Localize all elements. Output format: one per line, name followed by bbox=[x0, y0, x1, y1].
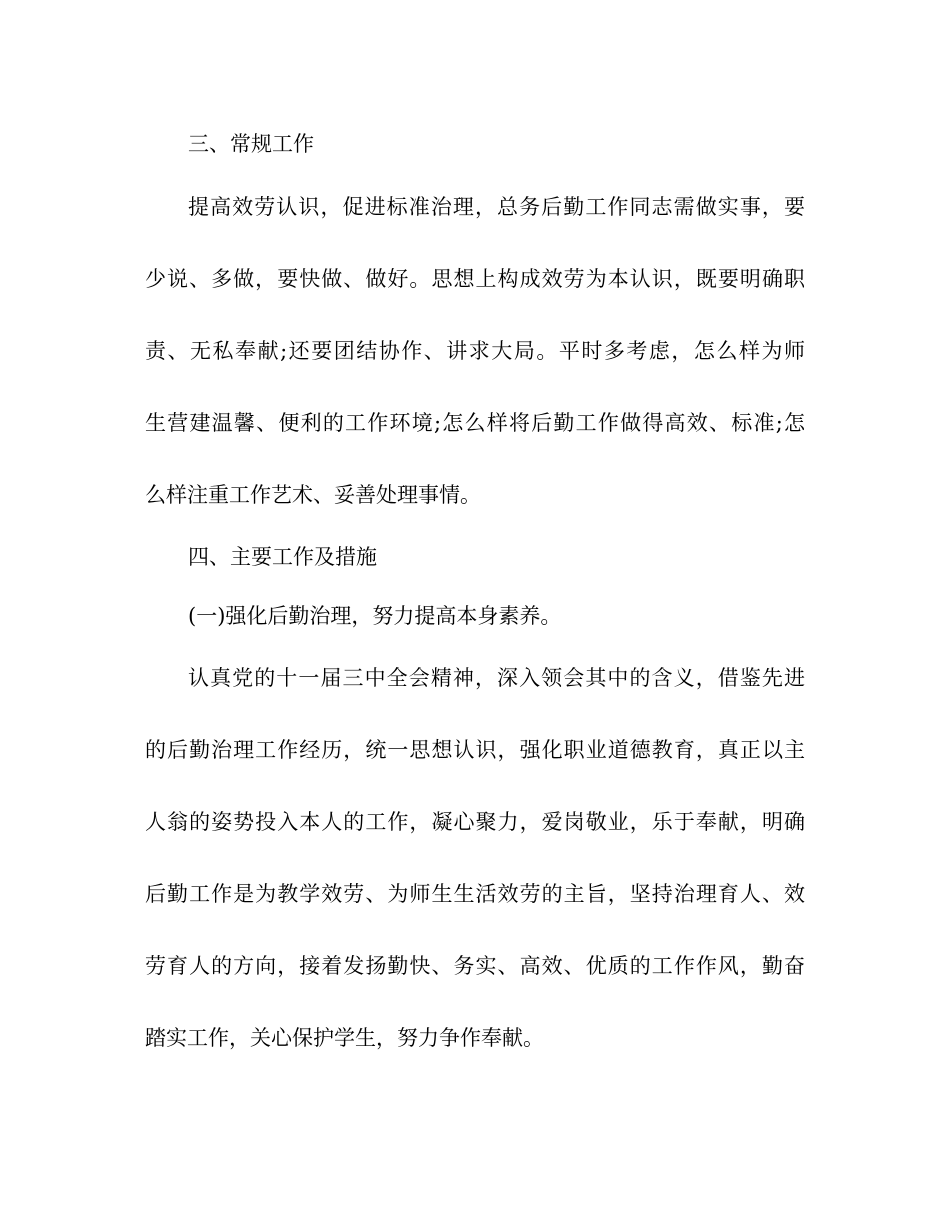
paragraph-line: 后勤工作是为教学效劳、为师生生活效劳的主旨，坚持治理育人、效 bbox=[145, 882, 805, 906]
paragraph-line: 踏实工作，关心保护学生，努力争作奉献。 bbox=[145, 1026, 544, 1050]
paragraph-line: 么样注重工作艺术、妥善处理事情。 bbox=[145, 483, 481, 507]
paragraph-line: 劳育人的方向，接着发扬勤快、务实、高效、优质的工作作风，勤奋 bbox=[145, 954, 805, 978]
paragraph-line: 的后勤治理工作经历，统一思想认识，强化职业道德教育，真正以主 bbox=[145, 738, 805, 762]
section-heading-routine-work: 三、常规工作 bbox=[188, 132, 314, 156]
paragraph-line: 认真党的十一届三中全会精神，深入领会其中的含义，借鉴先进 bbox=[188, 666, 805, 690]
paragraph-line: 责、无私奉献;还要团结协作、讲求大局。平时多考虑，怎么样为师 bbox=[145, 339, 805, 363]
subsection-heading: (一)强化后勤治理，努力提高本身素养。 bbox=[188, 604, 562, 628]
paragraph-line: 生营建温馨、便利的工作环境;怎么样将后勤工作做得高效、标准;怎 bbox=[145, 411, 805, 435]
paragraph-line: 人翁的姿势投入本人的工作，凝心聚力，爱岗敬业，乐于奉献，明确 bbox=[145, 810, 805, 834]
section-heading-main-work: 四、主要工作及措施 bbox=[188, 545, 377, 569]
paragraph-line: 提高效劳认识，促进标准治理，总务后勤工作同志需做实事，要 bbox=[188, 195, 805, 219]
paragraph-line: 少说、多做，要快做、做好。思想上构成效劳为本认识，既要明确职 bbox=[145, 267, 805, 291]
